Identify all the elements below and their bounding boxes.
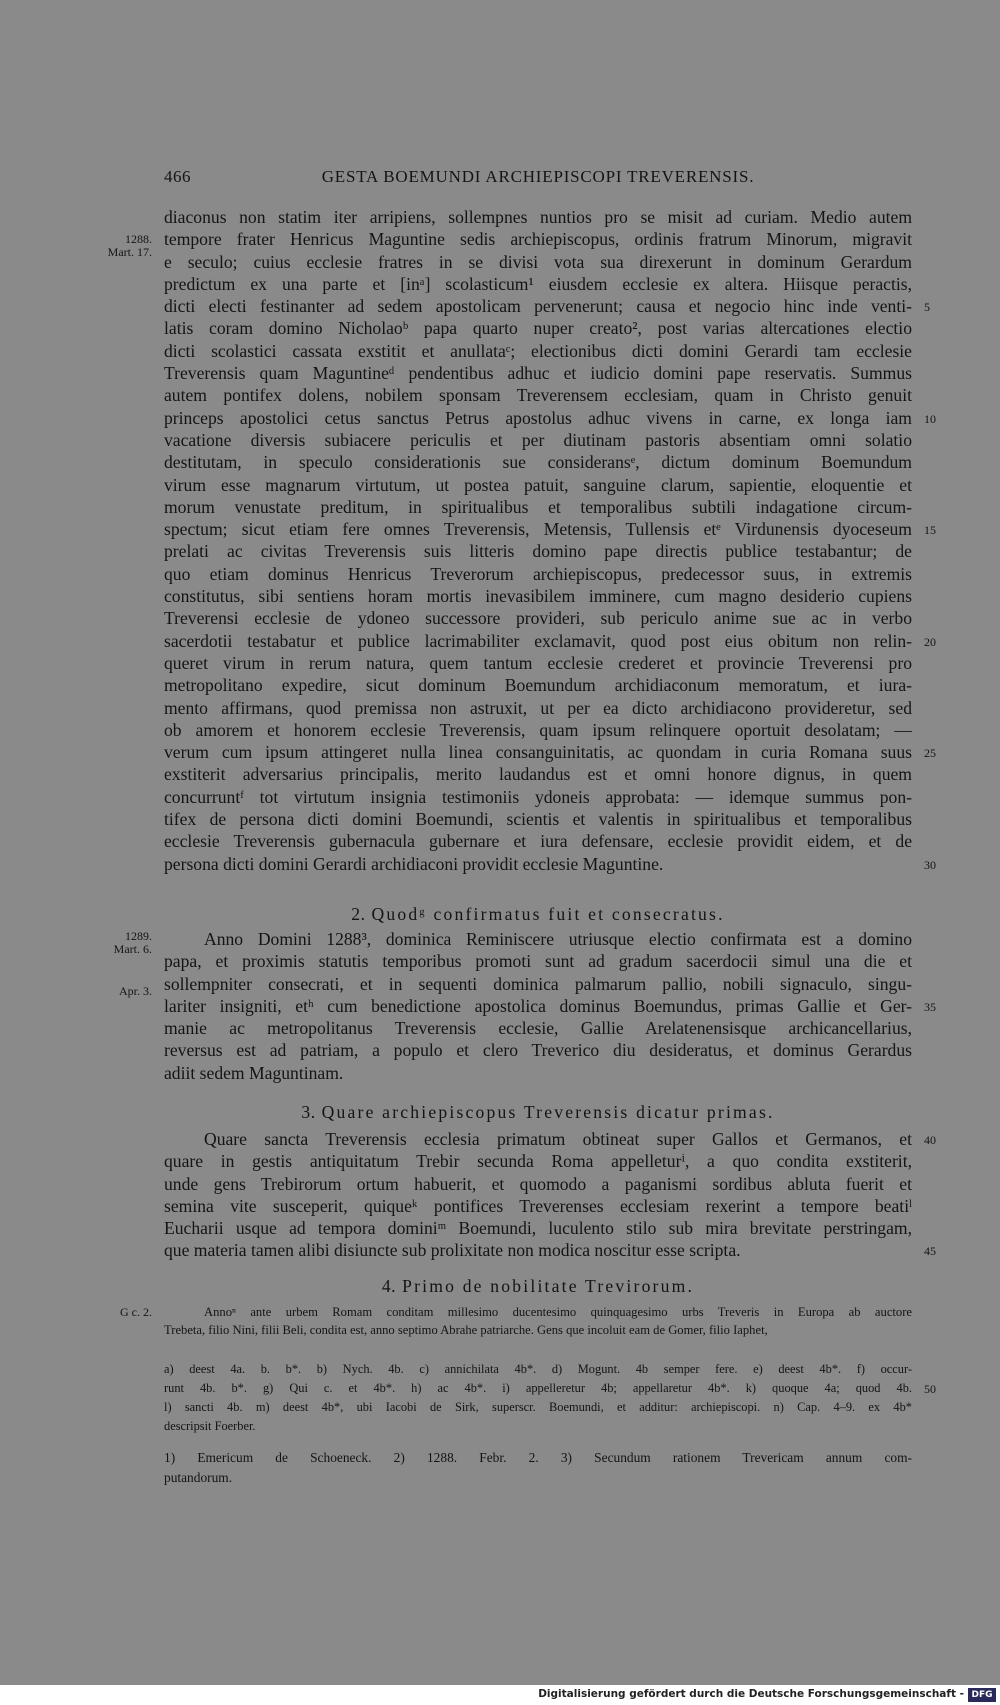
block1-line-text: concurruntᶠ tot virtutum insignia testimoniis ydoneis approbata: — idemque summus pon-: [164, 786, 912, 807]
margin-source-ref: [92, 1306, 152, 1319]
footer-text: Digitalisierung gefördert durch die Deutsche Forschungsgemeinschaft -: [538, 1688, 964, 1700]
block1-line: [164, 451, 912, 473]
block1-line: [164, 273, 912, 295]
block1-line: [164, 362, 912, 384]
section-3-number: 3.: [301, 1102, 316, 1122]
paragraph-block-3: [164, 1128, 936, 1262]
block1-line: [164, 384, 912, 406]
block1-line-text: exstiterit adversarius principalis, merito laudandus est et omni honore dignus, in quem: [164, 764, 912, 785]
block4-line-text: Trebeta, filio Nini, filii Beli, condita est, anno septimo Abrahe patriarche. Gens que incoluit eam de Gomer, filio Iaphet,: [164, 1323, 768, 1337]
footnote-line: [164, 1448, 912, 1468]
footnote-line: [164, 1468, 912, 1488]
block1-line-text: metropolitano expedire, sicut dominum Boemundum archidiaconum memoratum, et iura-: [164, 675, 912, 696]
block1-line: [164, 674, 912, 696]
block1-line: [164, 652, 912, 674]
block1-line-text: virum esse magnarum virtutum, ut postea patuit, sanguine clarum, sapientie, eloquentie et: [164, 474, 912, 495]
section-2-heading: [164, 902, 912, 926]
line-number: 40: [924, 1133, 936, 1147]
block1-line-text: tempore frater Henricus Maguntine sedis archiepiscopus, ordinis fratrum Minorum, migravit: [164, 229, 912, 250]
block4-line-text: Annoⁿ ante urbem Romam conditam millesimo ducentesimo quinquagesimo urbs Treveris in Europa ab auctore: [204, 1305, 912, 1319]
block1-line: [164, 630, 936, 652]
line-number: 25: [924, 746, 936, 761]
block1-line-text: autem pontifex dolens, nobilem sponsam Treverensem ecclesiam, quam in Christo genuit: [164, 385, 912, 406]
footnote-line-text: 1) Emericum de Schoeneck. 2) 1288. Febr. 2. 3) Secundum rationem Trevericam annum com-: [164, 1450, 912, 1465]
block1-line: [164, 496, 912, 518]
section-3-heading: [164, 1100, 912, 1124]
block1-line: [164, 585, 912, 607]
block1-line-text: constitutus, sibi sentiens horam mortis inevasibilem imminere, cum magno desiderio cupiens: [164, 586, 912, 607]
block1-line: [164, 808, 912, 830]
block1-line-text: vacatione diversis subiacere periculis et per diutinam pastoris absentiam omni solatio: [164, 429, 912, 450]
block3-line-text: unde gens Trebirorum ortum habuerit, et quomodo a paganismi sordibus abluta fuerit et: [164, 1173, 912, 1194]
block1-line: [164, 340, 912, 362]
block1-line: [164, 429, 912, 451]
footnotes: [164, 1448, 912, 1488]
block1-line: [164, 607, 912, 629]
margin-source-ref-text: G c. 2.: [120, 1305, 152, 1319]
margin-date-apr: [92, 985, 152, 998]
page-number: 466: [164, 167, 191, 186]
block3-line: [164, 1217, 912, 1239]
block3-line: [164, 1239, 936, 1261]
line-number: 35: [924, 999, 936, 1014]
section-4-heading: [164, 1274, 912, 1298]
paragraph-block-1: [164, 206, 936, 875]
apparatus-line: [164, 1360, 912, 1379]
line-number: 50: [924, 1382, 936, 1396]
block3-line: [164, 1128, 936, 1150]
block1-line: [164, 853, 936, 875]
block3-line: [164, 1150, 912, 1172]
block2-line-text: Anno Domini 1288³, dominica Reminiscere utriusque electio confirmata est a domino: [204, 929, 912, 949]
block3-line: [164, 1195, 912, 1217]
block1-line-text: diaconus non statim iter arripiens, sollempnes nuntios pro se misit ad curiam. Medio autem: [164, 207, 912, 227]
line-number: 15: [924, 523, 936, 538]
apparatus-line: [164, 1417, 912, 1436]
block2-line: [164, 1017, 912, 1039]
block3-line-text: que materia tamen alibi disiuncte sub prolixitate non modica noscitur esse scripta.: [164, 1240, 741, 1261]
margin-date-1288: [92, 233, 152, 259]
block1-line-text: queret virum in rerum natura, quem tantum ecclesie crederet et provincie Treverensi pro: [164, 652, 912, 673]
paragraph-block-2: [164, 928, 936, 1084]
paragraph-block-4: [164, 1303, 912, 1339]
block1-line-text: tifex de persona dicti domini Boemundi, scientis et valentis in spiritualibus et temporalibus: [164, 809, 912, 830]
block4-line: [164, 1303, 912, 1321]
line-number: 10: [924, 411, 936, 426]
block2-line-text: sollempniter consecrati, et in sequenti dominica palmarum pallio, nobili signaculo, singu-: [164, 973, 912, 994]
margin-date-1289: [92, 930, 152, 956]
block1-line: [164, 719, 912, 741]
section-4-title: Primo de nobilitate Trevirorum.: [402, 1276, 695, 1296]
block1-line-text: dicti scolastici cassata exstitit et anullataᶜ; electionibus dicti domini Gerardi tam ecclesie: [164, 340, 912, 361]
line-number: 30: [924, 857, 936, 872]
line-number: 20: [924, 634, 936, 649]
apparatus-line-text: a) deest 4a. b. b*. b) Nych. 4b. c) annichilata 4b*. d) Mogunt. 4b semper fere. e) deest 4b*. f) occur-: [164, 1362, 912, 1376]
block1-line-text: dicti electi festinanter ad sedem apostolicam pervenerunt; causa et negocio hinc inde venti-: [164, 296, 912, 317]
block1-line-text: spectum; sicut etiam fere omnes Treverensis, Metensis, Tullensis etᵉ Virdunensis dyoceseum: [164, 519, 912, 540]
apparatus-line: [164, 1379, 936, 1398]
block2-line: [164, 1062, 912, 1084]
block1-line-text: princeps apostolici cetus sanctus Petrus apostolus adhuc vivens in carne, ex longa iam: [164, 407, 912, 428]
footnote-line-text: putandorum.: [164, 1470, 233, 1485]
section-4-number: 4.: [381, 1276, 397, 1296]
margin-date-1289-text: 1289. Mart. 6.: [113, 929, 152, 956]
block2-line-text: lariter insigniti, etʰ cum benedictione apostolica dominus Boemundus, primas Gallie et Ger-: [164, 995, 912, 1016]
block1-line: [164, 697, 912, 719]
critical-apparatus: [164, 1360, 936, 1436]
block2-line: [164, 1039, 912, 1061]
block2-line-text: manie ac metropolitanus Treverensis ecclesie, Gallie Arelatenensisque archicancellarius,: [164, 1018, 912, 1039]
running-title: GESTA BOEMUNDI ARCHIEPISCOPI TREVERENSIS.: [321, 167, 755, 186]
block1-line-text: quo etiam dominus Henricus Treverorum archiepiscopus, predecessor suus, in extremis: [164, 563, 912, 584]
block1-line: [164, 741, 936, 763]
block1-line: [164, 295, 930, 317]
block4-line: [164, 1321, 912, 1339]
block1-line: [164, 518, 936, 540]
block1-line-text: prelati ac civitas Treverensis suis litteris domino pape directis publice testabantur; de: [164, 541, 912, 562]
block1-line-text: persona dicti domini Gerardi archidiaconi providit ecclesie Maguntine.: [164, 853, 664, 874]
section-2-title: Quodᵍ confirmatus fuit et consecratus.: [371, 904, 725, 924]
block2-line-text: papa, et proximis statutis temporibus promoti sunt ad gradum sacerdocii simul una die et: [164, 951, 912, 972]
block1-line: [164, 228, 912, 250]
block1-line: [164, 206, 912, 228]
footer-bar: [0, 1685, 1000, 1705]
block1-line: [164, 763, 912, 785]
page-header: [164, 167, 912, 193]
block1-line: [164, 317, 912, 339]
block1-line-text: mento affirmans, quod premissa non astruxit, ut per ea dicto archidiacono provideretur, sed: [164, 697, 912, 718]
apparatus-line-text: descripsit Foerber.: [164, 1419, 256, 1433]
block1-line-text: e seculo; cuius ecclesie fratres in se divisi vota sua direxerunt in dominum Gerardum: [164, 251, 912, 272]
line-number: 5: [924, 300, 930, 315]
block1-line-text: ecclesie Treverensis gubernacula gubernare et iura defensare, ecclesie providit eidem, et de: [164, 831, 912, 852]
block1-line: [164, 407, 936, 429]
dfg-logo: DFG: [968, 1688, 996, 1702]
block1-line: [164, 540, 912, 562]
block3-line-text: Eucharii usque ad tempora dominiᵐ Boemundi, luculento stilo sub mira brevitate perstringam,: [164, 1218, 912, 1239]
block1-line-text: Treverensi ecclesie de ydoneo successore provideri, sub periculo anime sue ac in verbo: [164, 608, 912, 629]
section-2-number: 2.: [351, 904, 366, 924]
block1-line-text: destitutam, in speculo considerationis sue consideransᵉ, dictum dominum Boemundum: [164, 452, 912, 473]
block1-line-text: ob amorem et honorem ecclesie Treverensis, quam ipsum relinquere oportuit desolatam; —: [164, 719, 912, 740]
block1-line-text: morum venustate preditum, in spiritualibus et temporalibus subtili indagatione circum-: [164, 496, 912, 517]
block1-line: [164, 474, 912, 496]
apparatus-line-text: runt 4b. b*. g) Qui c. et 4b*. h) ac 4b*. i) appelleretur 4b; appellaretur 4b*. k) quoque 4a; quod 4b.: [164, 1381, 912, 1395]
block1-line: [164, 830, 912, 852]
margin-date-apr-text: Apr. 3.: [119, 984, 152, 998]
block1-line: [164, 563, 912, 585]
block1-line-text: sacerdotii testabatur et publice lacrimabiliter exclamavit, quod post eius obitum non relin-: [164, 630, 912, 651]
block3-line: [164, 1173, 912, 1195]
apparatus-line: [164, 1398, 912, 1417]
block2-line-text: reversus est ad patriam, a populo et clero Treverico diu desideratus, et dominus Gerardus: [164, 1040, 912, 1061]
block1-line-text: predictum ex una parte et [inᵃ] scolasticum¹ eiusdem ecclesie ex altera. Hiisque peractis,: [164, 273, 912, 294]
block1-line-text: verum cum ipsum attingeret nulla linea consanguinitatis, ac quondam in curia Romana suus: [164, 742, 912, 763]
line-number: 45: [924, 1244, 936, 1259]
block3-line-text: quare in gestis antiquitatum Trebir secunda Roma appelleturⁱ, a quo condita exstiterit,: [164, 1151, 912, 1172]
block1-line: [164, 786, 912, 808]
section-3-title: Quare archiepiscopus Treverensis dicatur primas.: [321, 1102, 775, 1122]
block2-line: [164, 928, 912, 950]
block2-line: [164, 973, 912, 995]
block3-line-text: Quare sancta Treverensis ecclesia primatum obtineat super Gallos et Germanos, et: [204, 1129, 912, 1149]
block2-line: [164, 995, 936, 1017]
block1-line-text: Treverensis quam Maguntineᵈ pendentibus adhuc et iudicio domini pape reservatis. Summus: [164, 363, 912, 384]
block3-line-text: semina vite susceperit, quiqueᵏ pontifices Treverenses ecclesiam rexerint a tempore beatiˡ: [164, 1195, 912, 1216]
block1-line: [164, 251, 912, 273]
block2-line-text: adiit sedem Maguntinam.: [164, 1062, 344, 1083]
margin-date-1288-text: 1288. Mart. 17.: [107, 232, 152, 259]
apparatus-line-text: l) sancti 4b. m) deest 4b*, ubi Iacobi de Sirk, superscr. Boemundi, et additur: archiepiscopi. n) Cap. 4–9. ex 4b*: [164, 1400, 912, 1414]
block1-line-text: latis coram domino Nicholaoᵇ papa quarto nuper creato², post varias altercationes electio: [164, 318, 912, 339]
block2-line: [164, 950, 912, 972]
